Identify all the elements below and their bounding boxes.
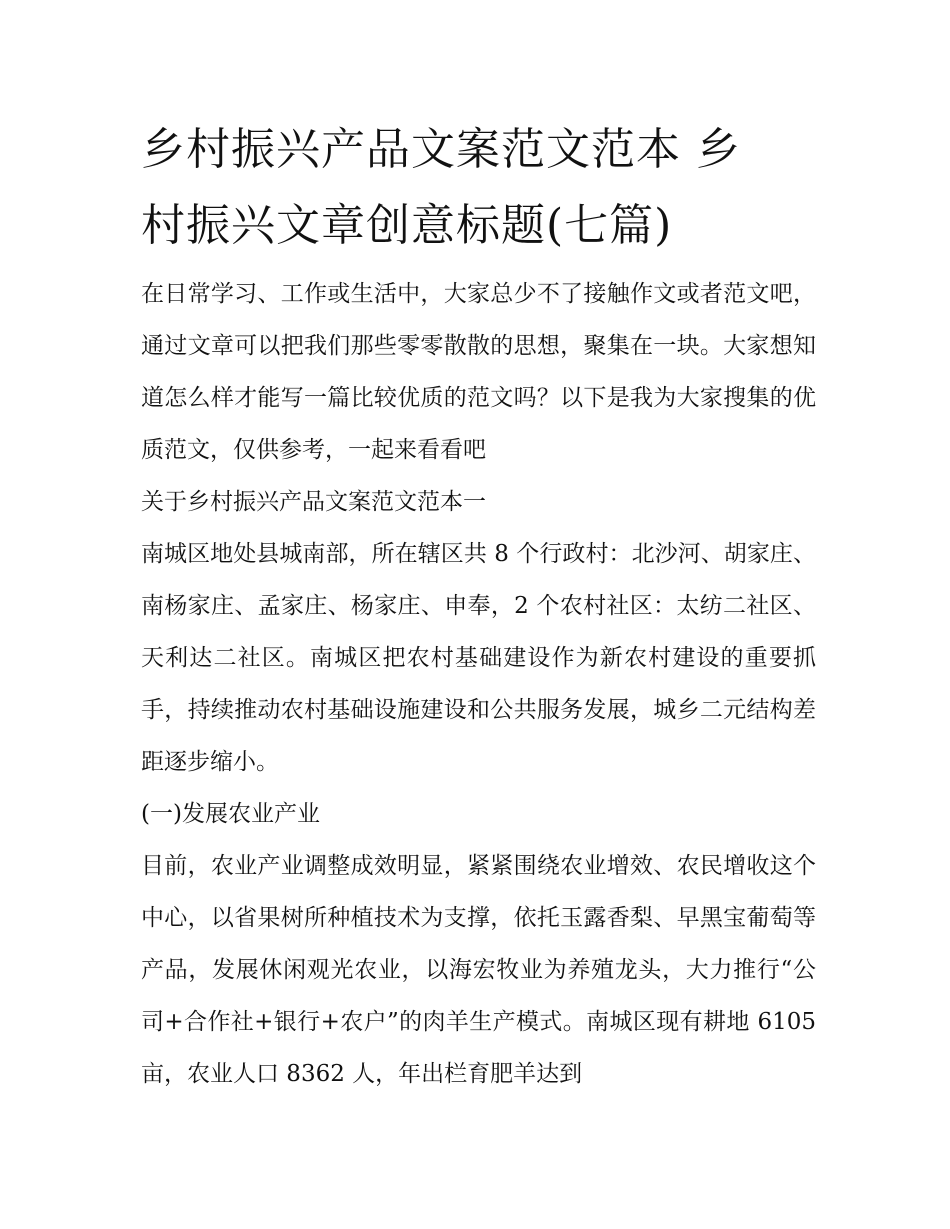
document-page bbox=[141, 112, 816, 1100]
document-title bbox=[141, 112, 816, 264]
title-line-2: 村振兴文章创意标题(七篇) bbox=[141, 200, 673, 251]
section-heading: 关于乡村振兴产品文案范文范本一 bbox=[141, 489, 486, 515]
title-line-1: 乡村振兴产品文案范文范本 乡 bbox=[141, 124, 741, 175]
subsection-heading: (一)发展农业产业 bbox=[141, 801, 320, 827]
body-paragraph: 南城区地处县城南部，所在辖区共 8 个行政村：北沙河、胡家庄、南杨家庄、孟家庄、杨家庄、申奉，2 个农村社区：太纺二社区、天利达二社区。南城区把农村基础建设作为新农村建设的重要抓手，持续推动农村基础设施建设和公共服务发展，城乡二元结构差距逐步缩小。 bbox=[141, 541, 816, 775]
intro-paragraph: 在日常学习、工作或生活中，大家总少不了接触作文或者范文吧，通过文章可以把我们那些零零散散的思想，聚集在一块。大家想知道怎么样才能写一篇比较优质的范文吗？以下是我为大家搜集的优质范文，仅供参考，一起来看看吧 bbox=[141, 281, 816, 463]
body-paragraph: 目前，农业产业调整成效明显，紧紧围绕农业增效、农民增收这个中心，以省果树所种植技术为支撑，依托玉露香梨、早黑宝葡萄等产品，发展休闲观光农业，以海宏牧业为养殖龙头，大力推行“公司+合作社+银行+农户”的肉羊生产模式。南城区现有耕地 6105 亩，农业人口 8362 人，年出栏育肥羊达到 bbox=[141, 853, 816, 1087]
